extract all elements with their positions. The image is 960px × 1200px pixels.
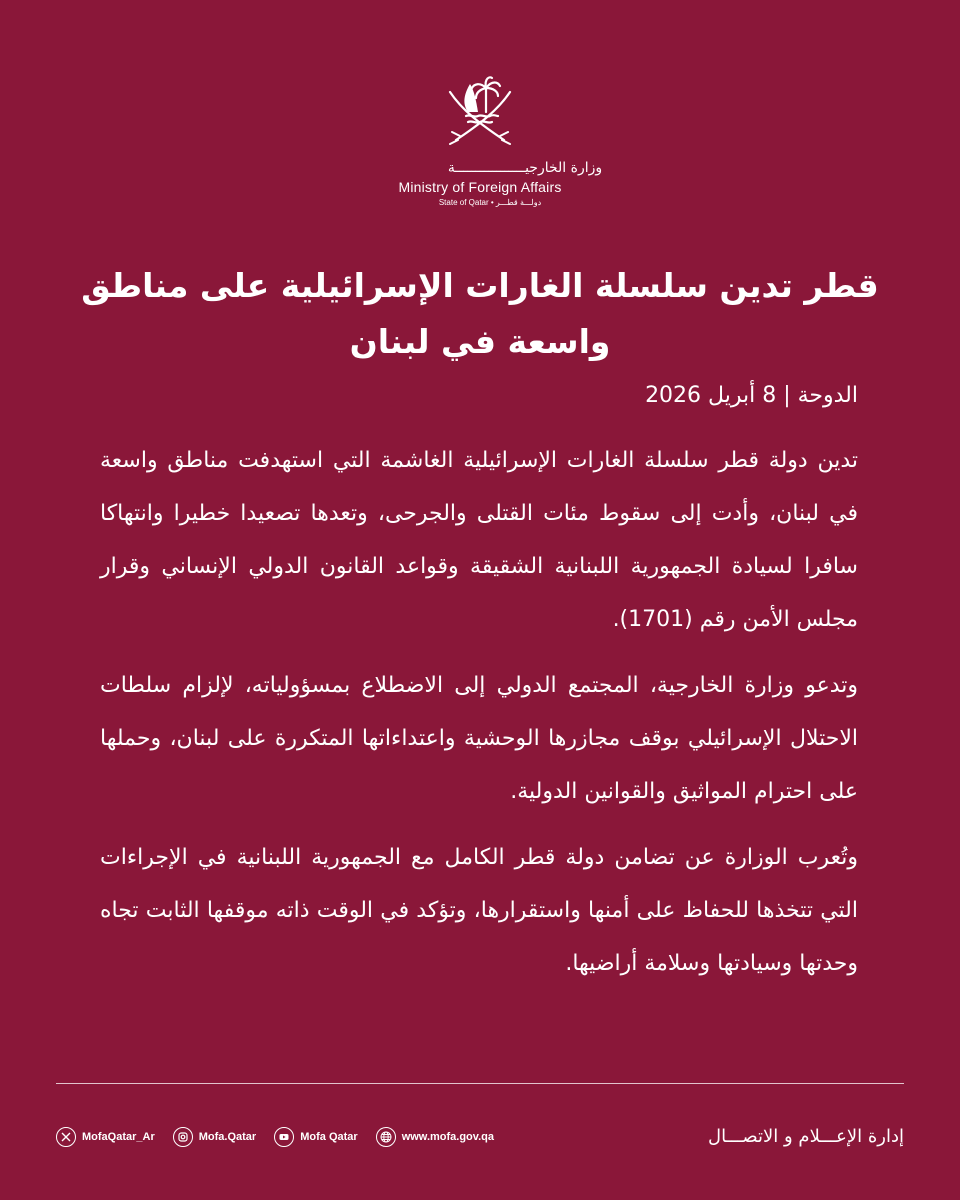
statement-title: قطر تدين سلسلة الغارات الإسرائيلية على مناطق واسعة في لبنان <box>81 266 879 361</box>
youtube-icon <box>274 1127 294 1147</box>
body-paragraph: تدين دولة قطر سلسلة الغارات الإسرائيلية الغاشمة التي استهدفت مناطق واسعة في لبنان، وأدت إلى سقوط مئات القتلى والجرحى، وتعدها تصعيدا خطيرا وانتهاكا سافرا لسيادة الجمهورية اللبنانية الشقيقة وقواعد القانون الدولي الإنساني وقرار مجلس الأمن رقم (1701). <box>100 448 858 632</box>
social-link-youtube[interactable] <box>274 1127 357 1147</box>
x-icon <box>56 1127 76 1147</box>
globe-icon <box>376 1127 396 1147</box>
social-label: Mofa.Qatar <box>198 1131 257 1143</box>
social-label: MofaQatar_Ar <box>82 1131 155 1143</box>
ministry-name-english: Ministry of Foreign Affairs <box>398 179 562 195</box>
social-label: www.mofa.gov.qa <box>401 1131 494 1143</box>
instagram-icon <box>173 1127 193 1147</box>
statement-body <box>100 434 858 1003</box>
social-links <box>56 1127 494 1147</box>
ministry-logo <box>0 70 960 209</box>
body-paragraph: وتُعرب الوزارة عن تضامن دولة قطر الكامل مع الجمهورية اللبنانية في الإجراءات التي تتخذها للحفاظ على أمنها واستقرارها، وتؤكد في الوقت ذاته موقفها الثابت تجاه وحدتها وسيادتها وسلامة أراضيها. <box>100 845 858 976</box>
social-link-website[interactable] <box>376 1127 494 1147</box>
dateline: الدوحة | 8 أبريل 2026 <box>645 383 858 408</box>
state-of-qatar-label: State of Qatar • دولـــة قطـــر <box>438 198 542 207</box>
social-link-instagram[interactable] <box>173 1127 256 1147</box>
media-department-label: إدارة الإعـــلام و الاتصـــال <box>708 1126 904 1147</box>
footer-divider <box>56 1083 904 1084</box>
ministry-name-arabic: وزارة الخارجيـــــــــــــــــة <box>447 160 603 176</box>
social-label: Mofa Qatar <box>300 1131 358 1143</box>
qatar-emblem-icon <box>440 70 520 154</box>
social-link-x[interactable] <box>56 1127 155 1147</box>
body-paragraph: وتدعو وزارة الخارجية، المجتمع الدولي إلى الاضطلاع بمسؤولياته، لإلزام سلطات الاحتلال الإسرائيلي بوقف مجازرها الوحشية واعتداءاتها المتكررة على لبنان، وحملها على احترام المواثيق والقوانين الدولية. <box>100 673 858 804</box>
